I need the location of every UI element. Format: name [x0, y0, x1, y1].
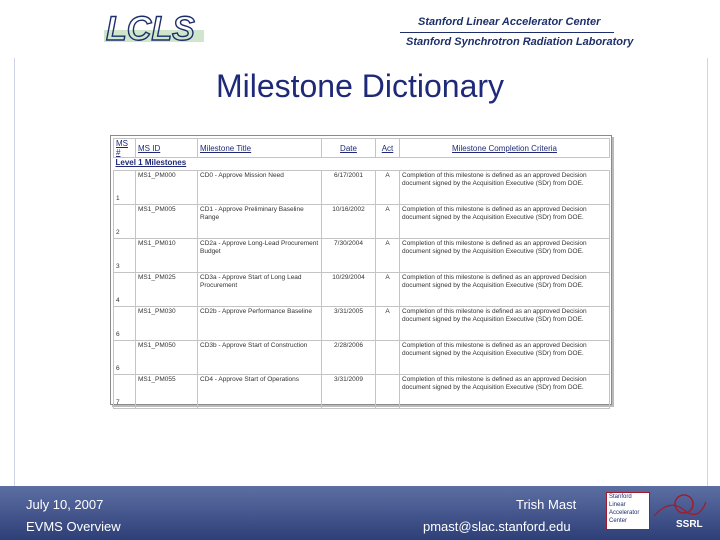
ms-criteria-cell: Completion of this milestone is defined as an approved Decision document signed by the Acquisition Executive (SDr) from DOE. — [400, 205, 610, 239]
col-header-title: Milestone Title — [198, 139, 322, 158]
ms-title-cell: CD0 - Approve Mission Need — [198, 171, 322, 205]
slac-name: Stanford Linear Accelerator Center — [418, 16, 601, 28]
ms-date-cell: 2/28/2006 — [322, 341, 376, 375]
level-label: Level 1 Milestones — [115, 158, 187, 167]
ms-criteria-cell: Completion of this milestone is defined as an approved Decision document signed by the Acquisition Executive (SDr) from DOE. — [400, 307, 610, 341]
ms-id-cell: MS1_PM025 — [136, 273, 198, 307]
slac-mini-line: Center — [609, 518, 628, 524]
table-row — [114, 171, 610, 205]
table-row — [114, 273, 610, 307]
ms-id-cell: MS1_PM000 — [136, 171, 198, 205]
slac-mini-logo — [606, 492, 650, 530]
milestone-table — [113, 138, 610, 409]
ssrl-mini-logo — [650, 492, 708, 530]
ms-num-cell: 7 — [114, 375, 136, 409]
ms-date-cell: 3/31/2005 — [322, 307, 376, 341]
header-divider — [400, 32, 614, 33]
ms-act-cell: A — [376, 273, 400, 307]
ms-num-cell: 4 — [114, 273, 136, 307]
ms-title-cell: CD2a - Approve Long-Lead Procurement Budget — [198, 239, 322, 273]
ms-id-cell: MS1_PM050 — [136, 341, 198, 375]
ms-title-cell: CD1 - Approve Preliminary Baseline Range — [198, 205, 322, 239]
ms-title-cell: CD2b - Approve Performance Baseline — [198, 307, 322, 341]
ms-criteria-cell: Completion of this milestone is defined as an approved Decision document signed by the Acquisition Executive (SDr) from DOE. — [400, 273, 610, 307]
ms-id-cell: MS1_PM010 — [136, 239, 198, 273]
ms-date-cell: 10/29/2004 — [322, 273, 376, 307]
col-header-ms-num: MS # — [114, 139, 136, 158]
ms-id-cell: MS1_PM030 — [136, 307, 198, 341]
ms-date-cell: 3/31/2009 — [322, 375, 376, 409]
ms-criteria-cell: Completion of this milestone is defined as an approved Decision document signed by the Acquisition Executive (SDr) from DOE. — [400, 375, 610, 409]
col-header-act: Act — [376, 139, 400, 158]
ms-criteria-cell: Completion of this milestone is defined as an approved Decision document signed by the Acquisition Executive (SDr) from DOE. — [400, 171, 610, 205]
ms-act-cell: A — [376, 171, 400, 205]
ms-date-cell: 7/30/2004 — [322, 239, 376, 273]
ms-title-cell: CD3b - Approve Start of Construction — [198, 341, 322, 375]
ms-num-cell: 2 — [114, 205, 136, 239]
table-row — [114, 307, 610, 341]
slac-mini-line: Stanford — [609, 494, 632, 500]
table-row — [114, 375, 610, 409]
ms-date-cell: 6/17/2001 — [322, 171, 376, 205]
table-row — [114, 205, 610, 239]
ms-criteria-cell: Completion of this milestone is defined as an approved Decision document signed by the Acquisition Executive (SDr) from DOE. — [400, 341, 610, 375]
milestone-table-image — [110, 135, 612, 405]
ms-criteria-cell: Completion of this milestone is defined as an approved Decision document signed by the Acquisition Executive (SDr) from DOE. — [400, 239, 610, 273]
col-header-criteria: Milestone Completion Criteria — [400, 139, 610, 158]
footer-email: pmast@slac.stanford.edu — [423, 519, 571, 534]
lcls-logo-text: LCLS — [106, 10, 195, 48]
ms-date-cell: 10/16/2002 — [322, 205, 376, 239]
ms-num-cell: 1 — [114, 171, 136, 205]
ms-id-cell: MS1_PM005 — [136, 205, 198, 239]
col-header-ms-id: MS ID — [136, 139, 198, 158]
table-row — [114, 341, 610, 375]
slide-header — [0, 0, 720, 58]
table-row — [114, 239, 610, 273]
ms-id-cell: MS1_PM055 — [136, 375, 198, 409]
ms-act-cell — [376, 375, 400, 409]
col-header-date: Date — [322, 139, 376, 158]
page-title: Milestone Dictionary — [215, 68, 505, 104]
slac-mini-line: Linear — [609, 502, 626, 508]
ms-act-cell: A — [376, 205, 400, 239]
ms-act-cell — [376, 341, 400, 375]
ms-act-cell: A — [376, 307, 400, 341]
footer-author: Trish Mast — [516, 497, 577, 512]
ms-act-cell: A — [376, 239, 400, 273]
ms-num-cell: 3 — [114, 239, 136, 273]
ssrl-name: Stanford Synchrotron Radiation Laboratory — [406, 36, 634, 48]
level-row — [114, 158, 610, 171]
ms-title-cell: CD4 - Approve Start of Operations — [198, 375, 322, 409]
ssrl-mini-text: SSRL — [676, 519, 703, 530]
footer-topic: EVMS Overview — [26, 519, 121, 534]
footer-date: July 10, 2007 — [26, 497, 104, 512]
ms-num-cell: 6 — [114, 341, 136, 375]
lcls-logo — [100, 6, 210, 50]
ms-title-cell: CD3a - Approve Start of Long Lead Procurement — [198, 273, 322, 307]
table-header-row — [114, 139, 610, 158]
ms-num-cell: 6 — [114, 307, 136, 341]
slac-mini-line: Accelerator — [609, 510, 640, 516]
